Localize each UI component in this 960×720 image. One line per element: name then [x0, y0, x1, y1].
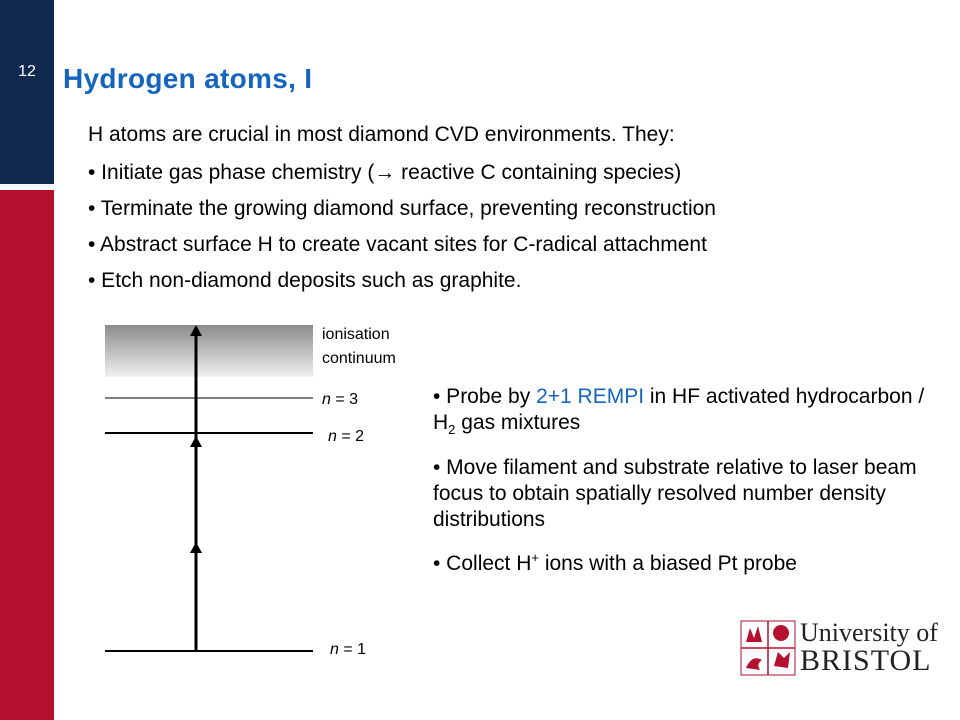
- logo-line-2: BRISTOL: [800, 644, 932, 677]
- intro-text: H atoms are crucial in most diamond CVD environments. They:: [88, 123, 675, 146]
- arrowhead-bottom: [190, 542, 202, 553]
- collect-bullet: • Collect H+ ions with a biased Pt probe: [433, 550, 797, 576]
- bullet-item: • Abstract surface H to create vacant sites for C-radical attachment: [88, 233, 707, 256]
- rempi-bullet: • Probe by 2+1 REMPI in HF activated hydrocarbon / $H_2$ gas mixtures: [433, 385, 925, 438]
- filament-bullet: • Move filament and substrate relative to laser beam focus to obtain spatially resolved number density distributions: [433, 456, 917, 532]
- arrowhead-middle: [190, 436, 202, 447]
- continuum-label-1: ionisation: [322, 326, 390, 343]
- right-bullet-list: [433, 384, 933, 589]
- level-n2-label: n = 2: [328, 428, 365, 445]
- ionisation-continuum-band: [105, 325, 313, 377]
- bullet-item: • Initiate gas phase chemistry (→ reactive C containing species): [88, 161, 682, 184]
- slide-number: 12: [18, 63, 36, 80]
- level-n1-label: n = 1: [330, 641, 367, 658]
- university-logo-text: [800, 619, 938, 675]
- continuum-label-2: continuum: [322, 350, 396, 367]
- bullet-item: • Etch non-diamond deposits such as graphite.: [88, 269, 522, 292]
- slide-title: Hydrogen atoms, I: [63, 63, 313, 94]
- bullet-item: • Terminate the growing diamond surface, preventing reconstruction: [88, 197, 716, 220]
- logo-line-1: University of: [800, 618, 938, 647]
- level-n3-label: n = 3: [322, 391, 359, 408]
- university-crest-icon: [740, 620, 796, 676]
